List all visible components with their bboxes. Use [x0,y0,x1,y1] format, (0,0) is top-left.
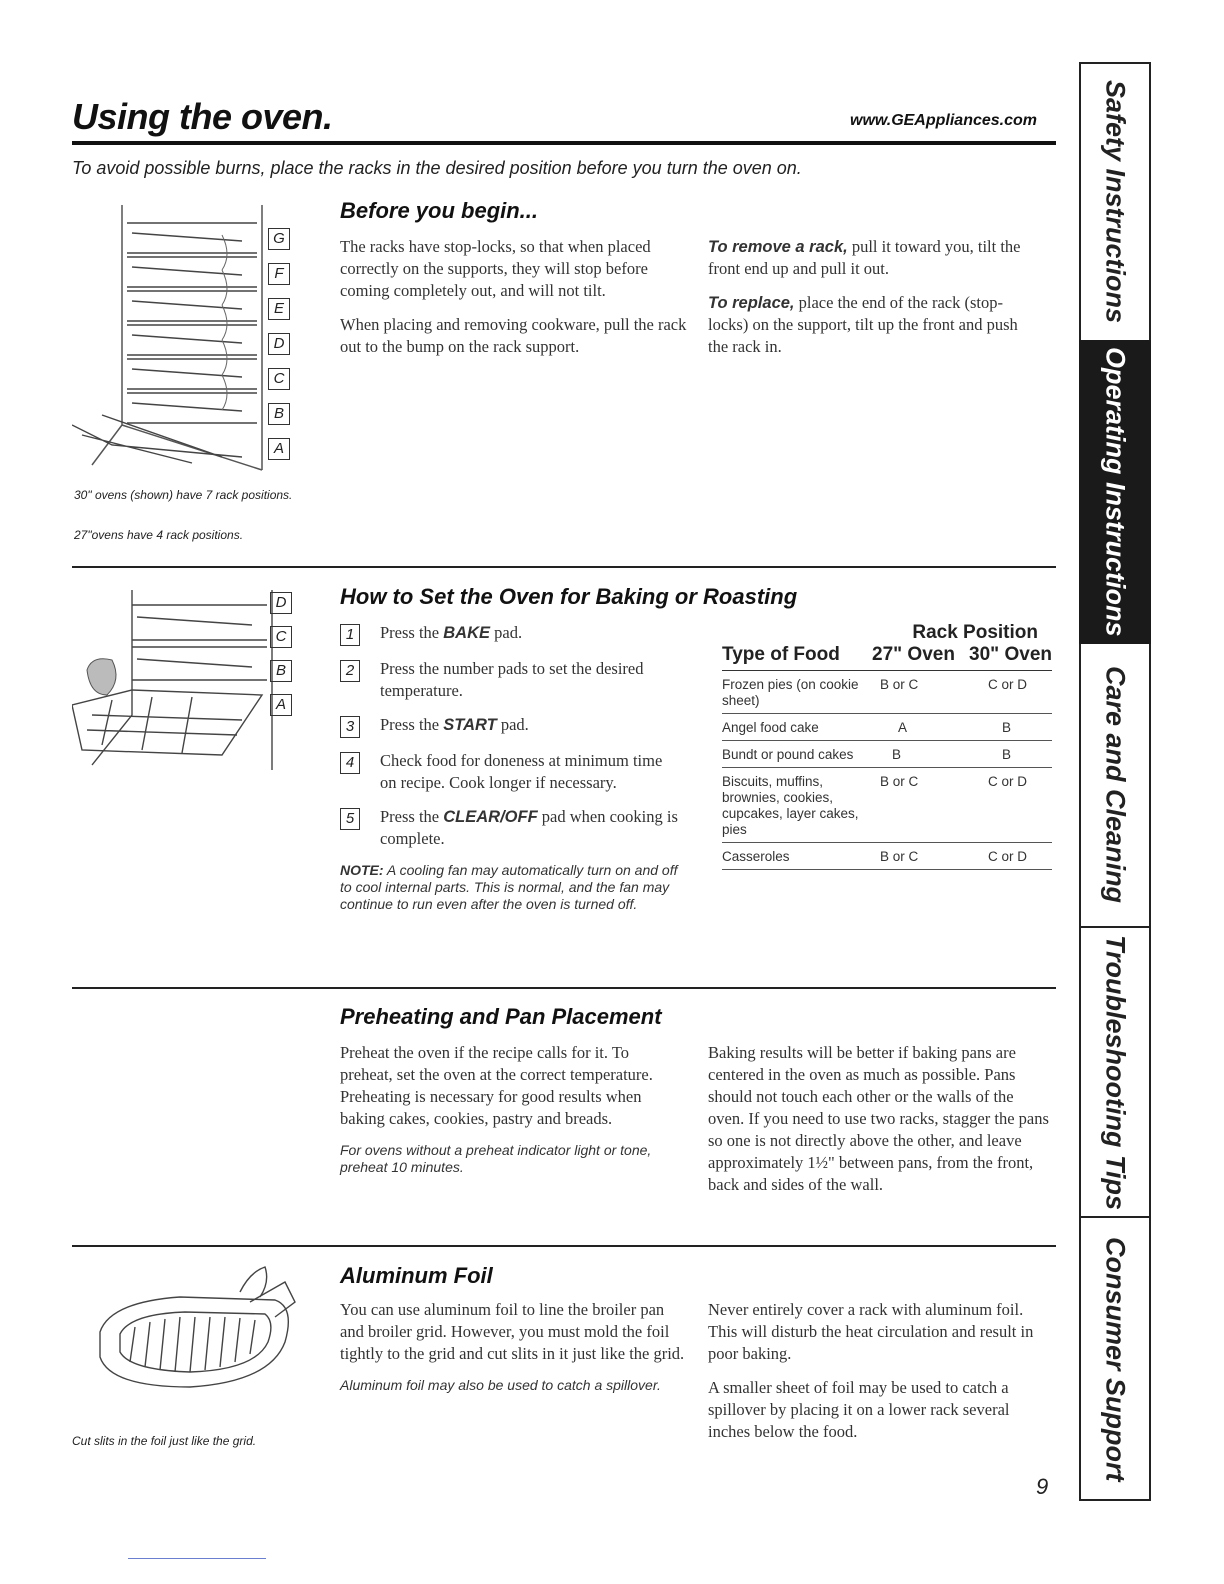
step-1 [340,622,680,646]
pan-placement-paragraph: Baking results will be better if baking pans are centered in the oven as much as possible. Pans should not touch each other or the walls of the oven. If you need to use two racks, stagger the pans so one is not directly above the other, and leave approximately 1½" between pans, from the front, back and sides of the wall. [708,1043,1049,1194]
rack-label-f: F [268,263,290,285]
step-text-pre: Press the number pads to set the desired temperature. [380,659,644,700]
table-row [722,741,1052,768]
step-3 [340,714,680,738]
clear-off-pad-label: CLEAR/OFF [443,808,538,826]
start-pad-label: START [443,716,497,734]
oven30-cell: C or D [988,774,1028,789]
rack-label-b: B [268,403,290,425]
rack-caption-30: 30" ovens (shown) have 7 rack positions. [74,488,293,502]
step-text-post: pad. [490,623,523,642]
foil-paragraph-2: Never entirely cover a rack with aluminum foil. This will disturb the heat circulation and result in poor baking. [708,1300,1034,1363]
foil-right [708,1299,1053,1455]
step-text-post: pad. [496,715,529,734]
rack-label-c: C [270,626,292,648]
broiler-pan-foil-illustration [90,1262,300,1412]
replace-rack-paragraph [708,292,1038,358]
step-text-pre: Press the [380,623,444,642]
step-number: 1 [340,624,360,646]
foil-paragraph-3: A smaller sheet of foil may be used to catch a spillover by placing it on a lower rack several inches below the food. [708,1378,1010,1441]
tab-label: Care and Cleaning [1100,666,1131,904]
remove-rack-text: pull it toward you, tilt the front end up and pull it out. [708,237,1021,278]
tab-operating-instructions[interactable] [1079,340,1151,644]
rack-position-heading: Rack Position [912,622,1038,643]
tab-care-and-cleaning[interactable] [1079,644,1151,926]
rack-label-a: A [270,694,292,716]
tab-safety-instructions[interactable] [1079,64,1151,340]
header-rule [72,141,1056,145]
col-header-27: 27" Oven [872,644,955,665]
step-text [380,806,680,850]
step-text [380,622,522,646]
remove-rack-paragraph [708,236,1038,280]
step-number: 4 [340,752,360,774]
step-text [380,714,529,738]
oven30-cell: C or D [988,849,1028,864]
step-number: 3 [340,716,360,738]
before-you-begin-right [708,236,1038,370]
table-row [722,768,1052,843]
baking-heading: How to Set the Oven for Baking or Roasting [340,584,798,609]
rack-caption-27: 27"ovens have 4 rack positions. [74,528,244,542]
step-text [380,750,680,794]
tab-troubleshooting-tips[interactable] [1079,928,1151,1216]
section-divider-2 [72,987,1056,989]
food-cell: Angel food cake [722,720,819,735]
rack-position-labels-baking [270,592,292,716]
preheating-right [708,1042,1053,1208]
foil-left [340,1299,685,1406]
oven30-cell: B [1002,747,1012,762]
step-5 [340,806,680,850]
foil-paragraph-1: You can use aluminum foil to line the broiler pan and broiler grid. However, you must mold the foil tightly to the grid and cut slits in it just like the grid. [340,1300,685,1363]
footer-line [128,1558,266,1559]
step-number: 5 [340,808,360,830]
note-text: A cooling fan may automatically turn on and off to cool internal parts. This is normal, and the fan may continue to run even after the oven is turned off. [340,862,678,912]
step-text-pre: Check food for doneness at minimum time on recipe. Cook longer if necessary. [380,751,663,792]
intro-warning: To avoid possible burns, place the racks in the desired position before you turn the oven on. [72,158,802,178]
col-header-30: 30" Oven [969,644,1052,665]
website-url[interactable]: www.GEAppliances.com [850,112,1038,129]
bake-pad-label: BAKE [443,624,491,642]
rack-label-b: B [270,660,292,682]
oven27-cell: B [892,747,902,762]
step-4 [340,750,680,794]
col-header-food: Type of Food [722,644,840,665]
rack-label-d: D [270,592,292,614]
rack-label-d: D [268,333,290,355]
step-text-pre: Press the [380,715,444,734]
rack-label-a: A [268,438,290,460]
step-text-post: pad when cooking is complete. [380,807,678,848]
foil-caption: Cut slits in the foil just like the grid. [72,1434,257,1448]
before-you-begin-left [340,236,690,370]
oven27-cell: B or C [880,774,919,789]
oven27-cell: A [898,720,908,735]
stop-locks-paragraph: The racks have stop-locks, so that when placed correctly on the supports, they will stop before coming completely out, and will not tilt. [340,237,651,300]
oven30-cell: C or D [988,677,1028,692]
rack-label-c: C [268,368,290,390]
tab-consumer-support[interactable] [1079,1218,1151,1500]
page-number: 9 [1036,1474,1049,1499]
oven30-cell: B [1002,720,1012,735]
oven27-cell: B or C [880,849,919,864]
step-text-pre: Press the [380,807,444,826]
food-cell: Frozen pies (on cookie sheet) [722,677,859,708]
tab-label: Consumer Support [1100,1236,1131,1482]
cookware-paragraph: When placing and removing cookware, pull the rack out to the bump on the rack support. [340,315,687,356]
preheating-heading: Preheating and Pan Placement [340,1004,662,1029]
section-divider-3 [72,1245,1056,1247]
tab-label: Troubleshooting Tips [1100,934,1131,1210]
replace-rack-text: place the end of the rack (stop-locks) on the support, tilt up the front and push the rack in. [708,293,1018,356]
preheating-left [340,1042,685,1188]
tab-label: Safety Instructions [1100,80,1131,324]
remove-rack-label: To remove a rack, [708,238,848,256]
food-cell: Casseroles [722,849,790,864]
table-row [722,843,1052,870]
preheat-note: For ovens without a preheat indicator light or tone, preheat 10 minutes. [340,1142,652,1175]
section-divider-1 [72,566,1056,568]
tab-label: Operating Instructions [1100,347,1131,637]
rack-label-g: G [268,228,290,250]
food-cell: Biscuits, muffins, brownies, cookies, cupcakes, layer cakes, pies [722,774,859,837]
rack-position-labels [268,228,290,460]
step-number: 2 [340,660,360,682]
note-label: NOTE: [340,862,384,878]
page-title: Using the oven. [72,96,333,137]
rack-position-table [722,622,1052,870]
cooling-fan-note [340,862,680,913]
table-row [722,671,1052,714]
oven27-cell: B or C [880,677,919,692]
step-text [380,658,680,702]
preheat-paragraph: Preheat the oven if the recipe calls for it. To preheat, set the oven at the correct temperature. Preheating is necessary for good results when baking cakes, cookies, pastry and breads. [340,1043,653,1128]
food-cell: Bundt or pound cakes [722,747,854,762]
baking-steps [340,622,680,913]
foil-note: Aluminum foil may also be used to catch a spillover. [340,1377,661,1393]
table-row [722,714,1052,741]
step-2 [340,658,680,702]
replace-rack-label: To replace, [708,294,795,312]
before-you-begin-heading: Before you begin... [340,198,539,223]
table-header [722,644,1052,671]
rack-label-e: E [268,298,290,320]
foil-heading: Aluminum Foil [340,1263,493,1288]
